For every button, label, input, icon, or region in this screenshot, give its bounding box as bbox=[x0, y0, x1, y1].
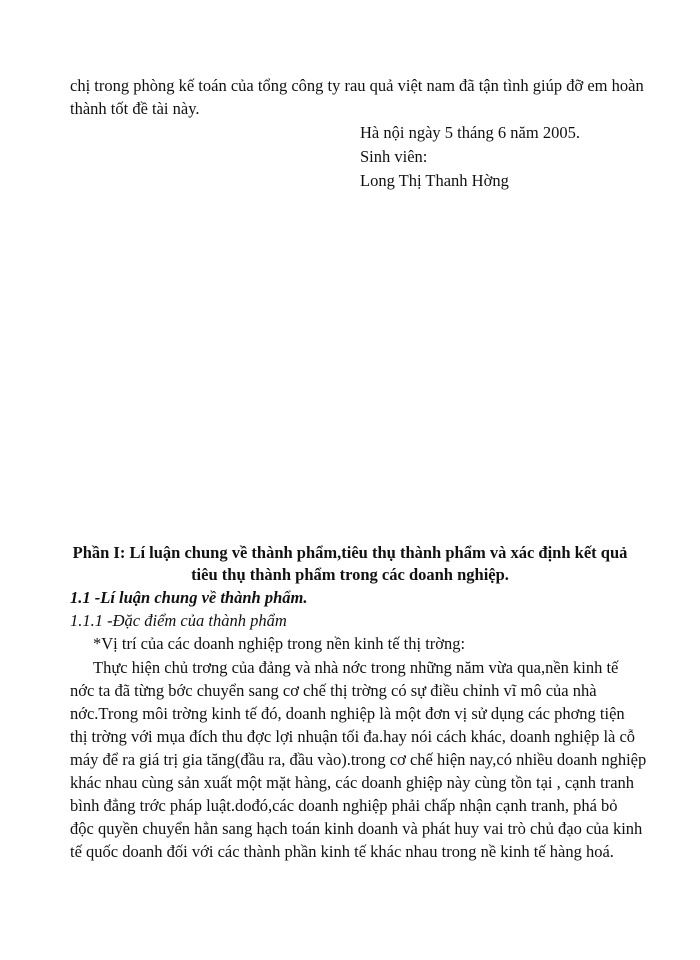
body-line: máy để ra giá trị gia tăng(đầu ra, đầu vào).trong cơ chế hiện nay,có nhiều doanh nghiệp bbox=[70, 750, 647, 769]
body-line: thị trờng với mụa đích thu đợc lợi nhuận tối đa.hay nói cách khác, doanh nghiệp là cỗ bbox=[70, 727, 636, 746]
part-title-line-2: tiêu thụ thành phẩm trong các doanh nghiệp. bbox=[191, 565, 509, 584]
acknowledgement-line-2: thành tốt đề tài này. bbox=[70, 99, 200, 118]
body-line: bình đẳng trớc pháp luật.dođó,các doanh nghiệp phải chấp nhận cạnh tranh, phá bỏ bbox=[70, 796, 618, 815]
section-1-1-heading: 1.1 -Lí luận chung về thành phẩm. bbox=[70, 588, 308, 607]
signature-date: Hà nội ngày 5 tháng 6 năm 2005. bbox=[360, 123, 580, 142]
subheading: *Vị trí của các doanh nghiệp trong nền kinh tế thị trờng: bbox=[93, 634, 466, 653]
signature-role: Sinh viên: bbox=[360, 147, 428, 166]
body-line: độc quyền chuyển hẳn sang hạch toán kinh doanh và phát huy vai trò chủ đạo của kinh bbox=[70, 819, 643, 838]
acknowledgement-line-1: chị trong phòng kế toán của tổng công ty rau quả việt nam đã tận tình giúp đỡ em hoàn bbox=[70, 76, 644, 95]
body-line: tế quốc doanh đối với các thành phần kinh tế khác nhau trong nề kinh tế hàng hoá. bbox=[70, 842, 614, 861]
part-title-line-1: Phần I: Lí luận chung về thành phẩm,tiêu thụ thành phẩm và xác định kết quả bbox=[72, 543, 628, 562]
signature-name: Long Thị Thanh Hờng bbox=[360, 171, 509, 190]
body-line: nớc ta đã từng bớc chuyển sang cơ chế thị trờng có sự điều chỉnh vĩ mô của nhà bbox=[70, 681, 597, 700]
body-line: Thực hiện chủ trơng của đảng và nhà nớc trong những năm vừa qua,nền kinh tế bbox=[93, 658, 619, 677]
section-1-1-1-heading: 1.1.1 -Đặc điểm của thành phẩm bbox=[70, 611, 287, 630]
body-line: nớc.Trong môi trờng kinh tế đó, doanh nghiệp là một đơn vị sử dụng các phơng tiện bbox=[70, 704, 625, 723]
body-line: khác nhau cùng sản xuất một mặt hàng, các doanh ghiệp này cùng tồn tại , cạnh tranh bbox=[70, 773, 635, 792]
